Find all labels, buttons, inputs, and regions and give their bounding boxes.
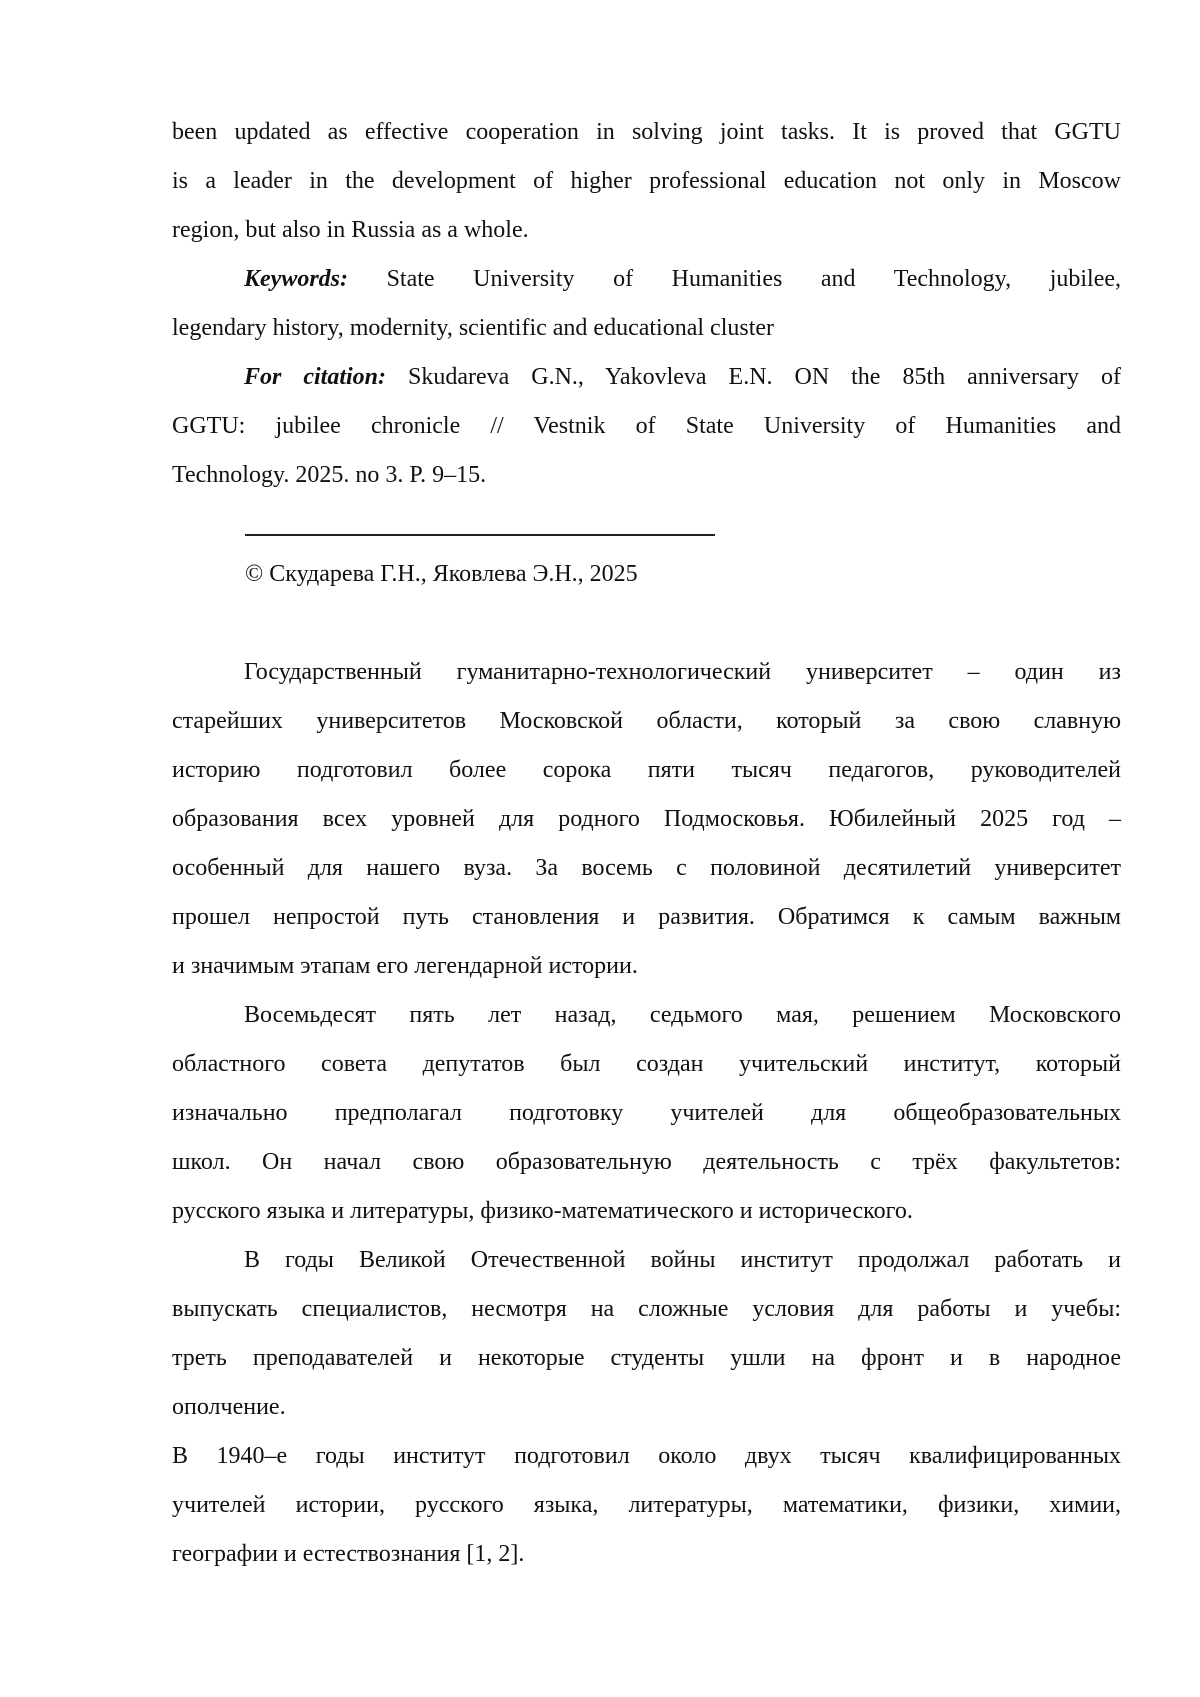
paragraph-line: выпускать специалистов, несмотря на сложные условия для работы и учебы: [172,1285,1121,1334]
copyright: © Скударева Г.Н., Яковлева Э.Н., 2025 [245,550,945,599]
paragraph-line: В 1940–е годы институт подготовил около двух тысяч квалифицированных [172,1432,1121,1481]
paragraph-line: учителей истории, русского языка, литературы, математики, физики, химии, [172,1481,1121,1530]
article-body [172,648,1121,1579]
citation-line: Technology. 2025. no 3. P. 9–15. [172,451,1121,500]
paragraph-line: областного совета депутатов был создан учительский институт, который [172,1040,1121,1089]
paragraph-line: и значимым этапам его легендарной истории. [172,942,1121,991]
keywords-line [172,255,1121,304]
paragraph-line: русского языка и литературы, физико-математического и исторического. [172,1187,1121,1236]
abstract-line: been updated as effective cooperation in solving joint tasks. It is proved that GGTU [172,108,1121,157]
paragraph-line: Восемьдесят пять лет назад, седьмого мая, решением Московского [172,991,1121,1040]
keywords-text: State University of Humanities and Technology, jubilee, [348,266,1121,292]
abstract-block [172,108,1121,500]
paragraph-line: школ. Он начал свою образовательную деятельность с трёх факультетов: [172,1138,1121,1187]
citation-label: For citation: [244,364,386,390]
paragraph-line: ополчение. [172,1383,1121,1432]
paragraph-line: историю подготовил более сорока пяти тысяч педагогов, руководителей [172,746,1121,795]
paragraph-line: треть преподавателей и некоторые студенты ушли на фронт и в народное [172,1334,1121,1383]
paragraph-line: В годы Великой Отечественной войны институт продолжал работать и [172,1236,1121,1285]
citation-line [172,353,1121,402]
abstract-line: region, but also in Russia as a whole. [172,206,1121,255]
paragraph-line: географии и естествознания [1, 2]. [172,1530,1121,1579]
paragraph-line: прошел непростой путь становления и развития. Обратимся к самым важным [172,893,1121,942]
paragraph-line: особенный для нашего вуза. За восемь с половиной десятилетий университет [172,844,1121,893]
abstract-line: is a leader in the development of higher professional education not only in Moscow [172,157,1121,206]
keywords-line: legendary history, modernity, scientific and educational cluster [172,304,1121,353]
footnote-divider [245,534,715,536]
citation-text: Skudareva G.N., Yakovleva E.N. ON the 85th anniversary of [386,364,1121,390]
paragraph-line: старейших университетов Московской области, который за свою славную [172,697,1121,746]
keywords-label: Keywords: [244,266,348,292]
paragraph-line: изначально предполагал подготовку учителей для общеобразовательных [172,1089,1121,1138]
citation-line: GGTU: jubilee chronicle // Vestnik of State University of Humanities and [172,402,1121,451]
paragraph-line: Государственный гуманитарно-технологический университет – один из [172,648,1121,697]
paragraph-line: образования всех уровней для родного Подмосковья. Юбилейный 2025 год – [172,795,1121,844]
